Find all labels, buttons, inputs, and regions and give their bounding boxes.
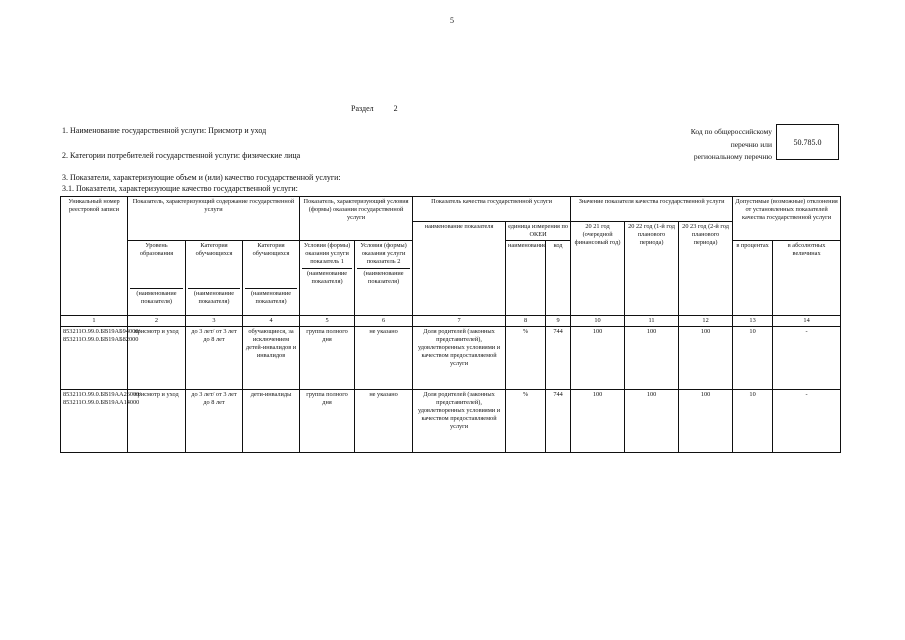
- header-quality: Показатель качества государственной услуги: [413, 197, 571, 222]
- col-num: 7: [413, 316, 506, 327]
- col-num: 9: [546, 316, 571, 327]
- unit-cell: %: [506, 390, 546, 453]
- code-value-box: [776, 124, 839, 160]
- group-cell: группа полного дня: [300, 390, 355, 453]
- col-category-2: Категория обучающихся (наименование показателя): [243, 241, 300, 316]
- value-year-3: 100: [679, 390, 733, 453]
- section-number: 2: [393, 104, 398, 113]
- col-num: 1: [61, 316, 128, 327]
- header-unique-number: Уникальный номер реестровой записи: [61, 197, 128, 316]
- category-cell: обучающиеся, за исключением детей-инвалидов и инвалидов: [243, 327, 300, 390]
- col-num: 10: [571, 316, 625, 327]
- service-cell: присмотр и уход: [128, 390, 186, 453]
- value-year-3: 100: [679, 327, 733, 390]
- value-year-2: 100: [625, 327, 679, 390]
- quality-line: 3.1. Показатели, характеризующие качество государственной услуги:: [62, 184, 298, 193]
- sub-label: (наименование показателя): [188, 288, 240, 306]
- header-content: Показатель, характеризующий содержание государственной услуги: [128, 197, 300, 241]
- indicators-line: 3. Показатели, характеризующие объем и (или) качество государственной услуги:: [62, 173, 341, 182]
- age-cell: до 3 лет/ от 3 лет до 8 лет: [186, 327, 243, 390]
- code-value: 50.785.0: [793, 137, 822, 147]
- col-absolute: в абсолютных величинах: [773, 241, 841, 316]
- category-cell: дети-инвалиды: [243, 390, 300, 453]
- consumers-line: 2. Категории потребителей государственной услуги: физические лица: [62, 151, 301, 160]
- sub-label: (наименование показателя): [245, 288, 297, 306]
- quality-table: [60, 196, 841, 453]
- header-unit: единица измерения по ОКЕИ: [506, 222, 571, 241]
- code-label-line: перечню или: [730, 139, 772, 149]
- code-label-line: региональному перечню: [693, 152, 772, 161]
- deviation-absolute: -: [773, 327, 841, 390]
- col-num: 13: [733, 316, 773, 327]
- okei-cell: 744: [546, 327, 571, 390]
- age-cell: до 3 лет/ от 3 лет до 8 лет: [186, 390, 243, 453]
- col-num: 8: [506, 316, 546, 327]
- col-unit-code: код: [546, 241, 571, 316]
- section-heading: [351, 104, 398, 113]
- col-condition-1: Условия (формы) оказания услуги показатель 1 (наименование показателя): [300, 241, 355, 316]
- value-year-2: 100: [625, 390, 679, 453]
- col-unit-name: наименование: [506, 241, 546, 316]
- col-num: 2: [128, 316, 186, 327]
- table-row: [61, 327, 841, 390]
- col-percent: в процентах: [733, 241, 773, 316]
- code-label: [660, 126, 772, 164]
- sub-label: (наименование показателя): [130, 288, 183, 306]
- col-num: 6: [355, 316, 413, 327]
- column-numbers-row: [61, 316, 841, 327]
- header-conditions: Показатель, характеризующий условия (формы) оказания государственной услуги: [300, 197, 413, 241]
- col-condition-2: Условия (формы) оказания услуги показатель 2 (наименование показателя): [355, 241, 413, 316]
- condition-cell: не указано: [355, 390, 413, 453]
- col-category-1: Категория обучающихся (наименование показателя): [186, 241, 243, 316]
- okei-cell: 744: [546, 390, 571, 453]
- header-year-3: 20 23 год (2-й год планового периода): [679, 222, 733, 316]
- value-year-1: 100: [571, 327, 625, 390]
- record-code: 853211О.99.0.БВ19АА26000/ 853211О.99.0.БВ19АА14000: [61, 390, 128, 453]
- header-indicator-name: наименование показателя: [413, 222, 506, 316]
- value-year-1: 100: [571, 390, 625, 453]
- group-cell: группа полного дня: [300, 327, 355, 390]
- header-deviation: Допустимые (возможные) отклонения от установленных показателей качества государственной услуги: [733, 197, 841, 241]
- col-num: 11: [625, 316, 679, 327]
- col-num: 12: [679, 316, 733, 327]
- service-cell: присмотр и уход: [128, 327, 186, 390]
- col-level: Уровень образования (наименование показателя): [128, 241, 186, 316]
- col-num: 3: [186, 316, 243, 327]
- deviation-percent: 10: [733, 390, 773, 453]
- sub-label: (наименование показателя): [357, 268, 410, 286]
- indicator-cell: Доля родителей (законных представителей), удовлетворенных условиями и качеством предоставляемой услуги: [413, 327, 506, 390]
- page-number: 5: [450, 16, 454, 25]
- col-num: 14: [773, 316, 841, 327]
- record-code: 853211О.99.0.БВ19АБ94000/ 853211О.99.0.БВ19АБ82000: [61, 327, 128, 390]
- header-value: Значение показателя качества государственной услуги: [571, 197, 733, 222]
- service-name-line: 1. Наименование государственной услуги: Присмотр и уход: [62, 126, 267, 135]
- col-num: 4: [243, 316, 300, 327]
- code-label-line: Код по общероссийскому: [690, 127, 772, 136]
- unit-cell: %: [506, 327, 546, 390]
- section-label: Раздел: [351, 104, 374, 113]
- indicator-cell: Доля родителей (законных представителей), удовлетворенных условиями и качеством предоставляемой услуги: [413, 390, 506, 453]
- table-row: [61, 390, 841, 453]
- condition-cell: не указано: [355, 327, 413, 390]
- sub-label: (наименование показателя): [302, 268, 352, 286]
- deviation-absolute: -: [773, 390, 841, 453]
- header-year-1: 20 21 год (очередной финансовый год): [571, 222, 625, 316]
- deviation-percent: 10: [733, 327, 773, 390]
- header-year-2: 20 22 год (1-й год планового периода): [625, 222, 679, 316]
- col-num: 5: [300, 316, 355, 327]
